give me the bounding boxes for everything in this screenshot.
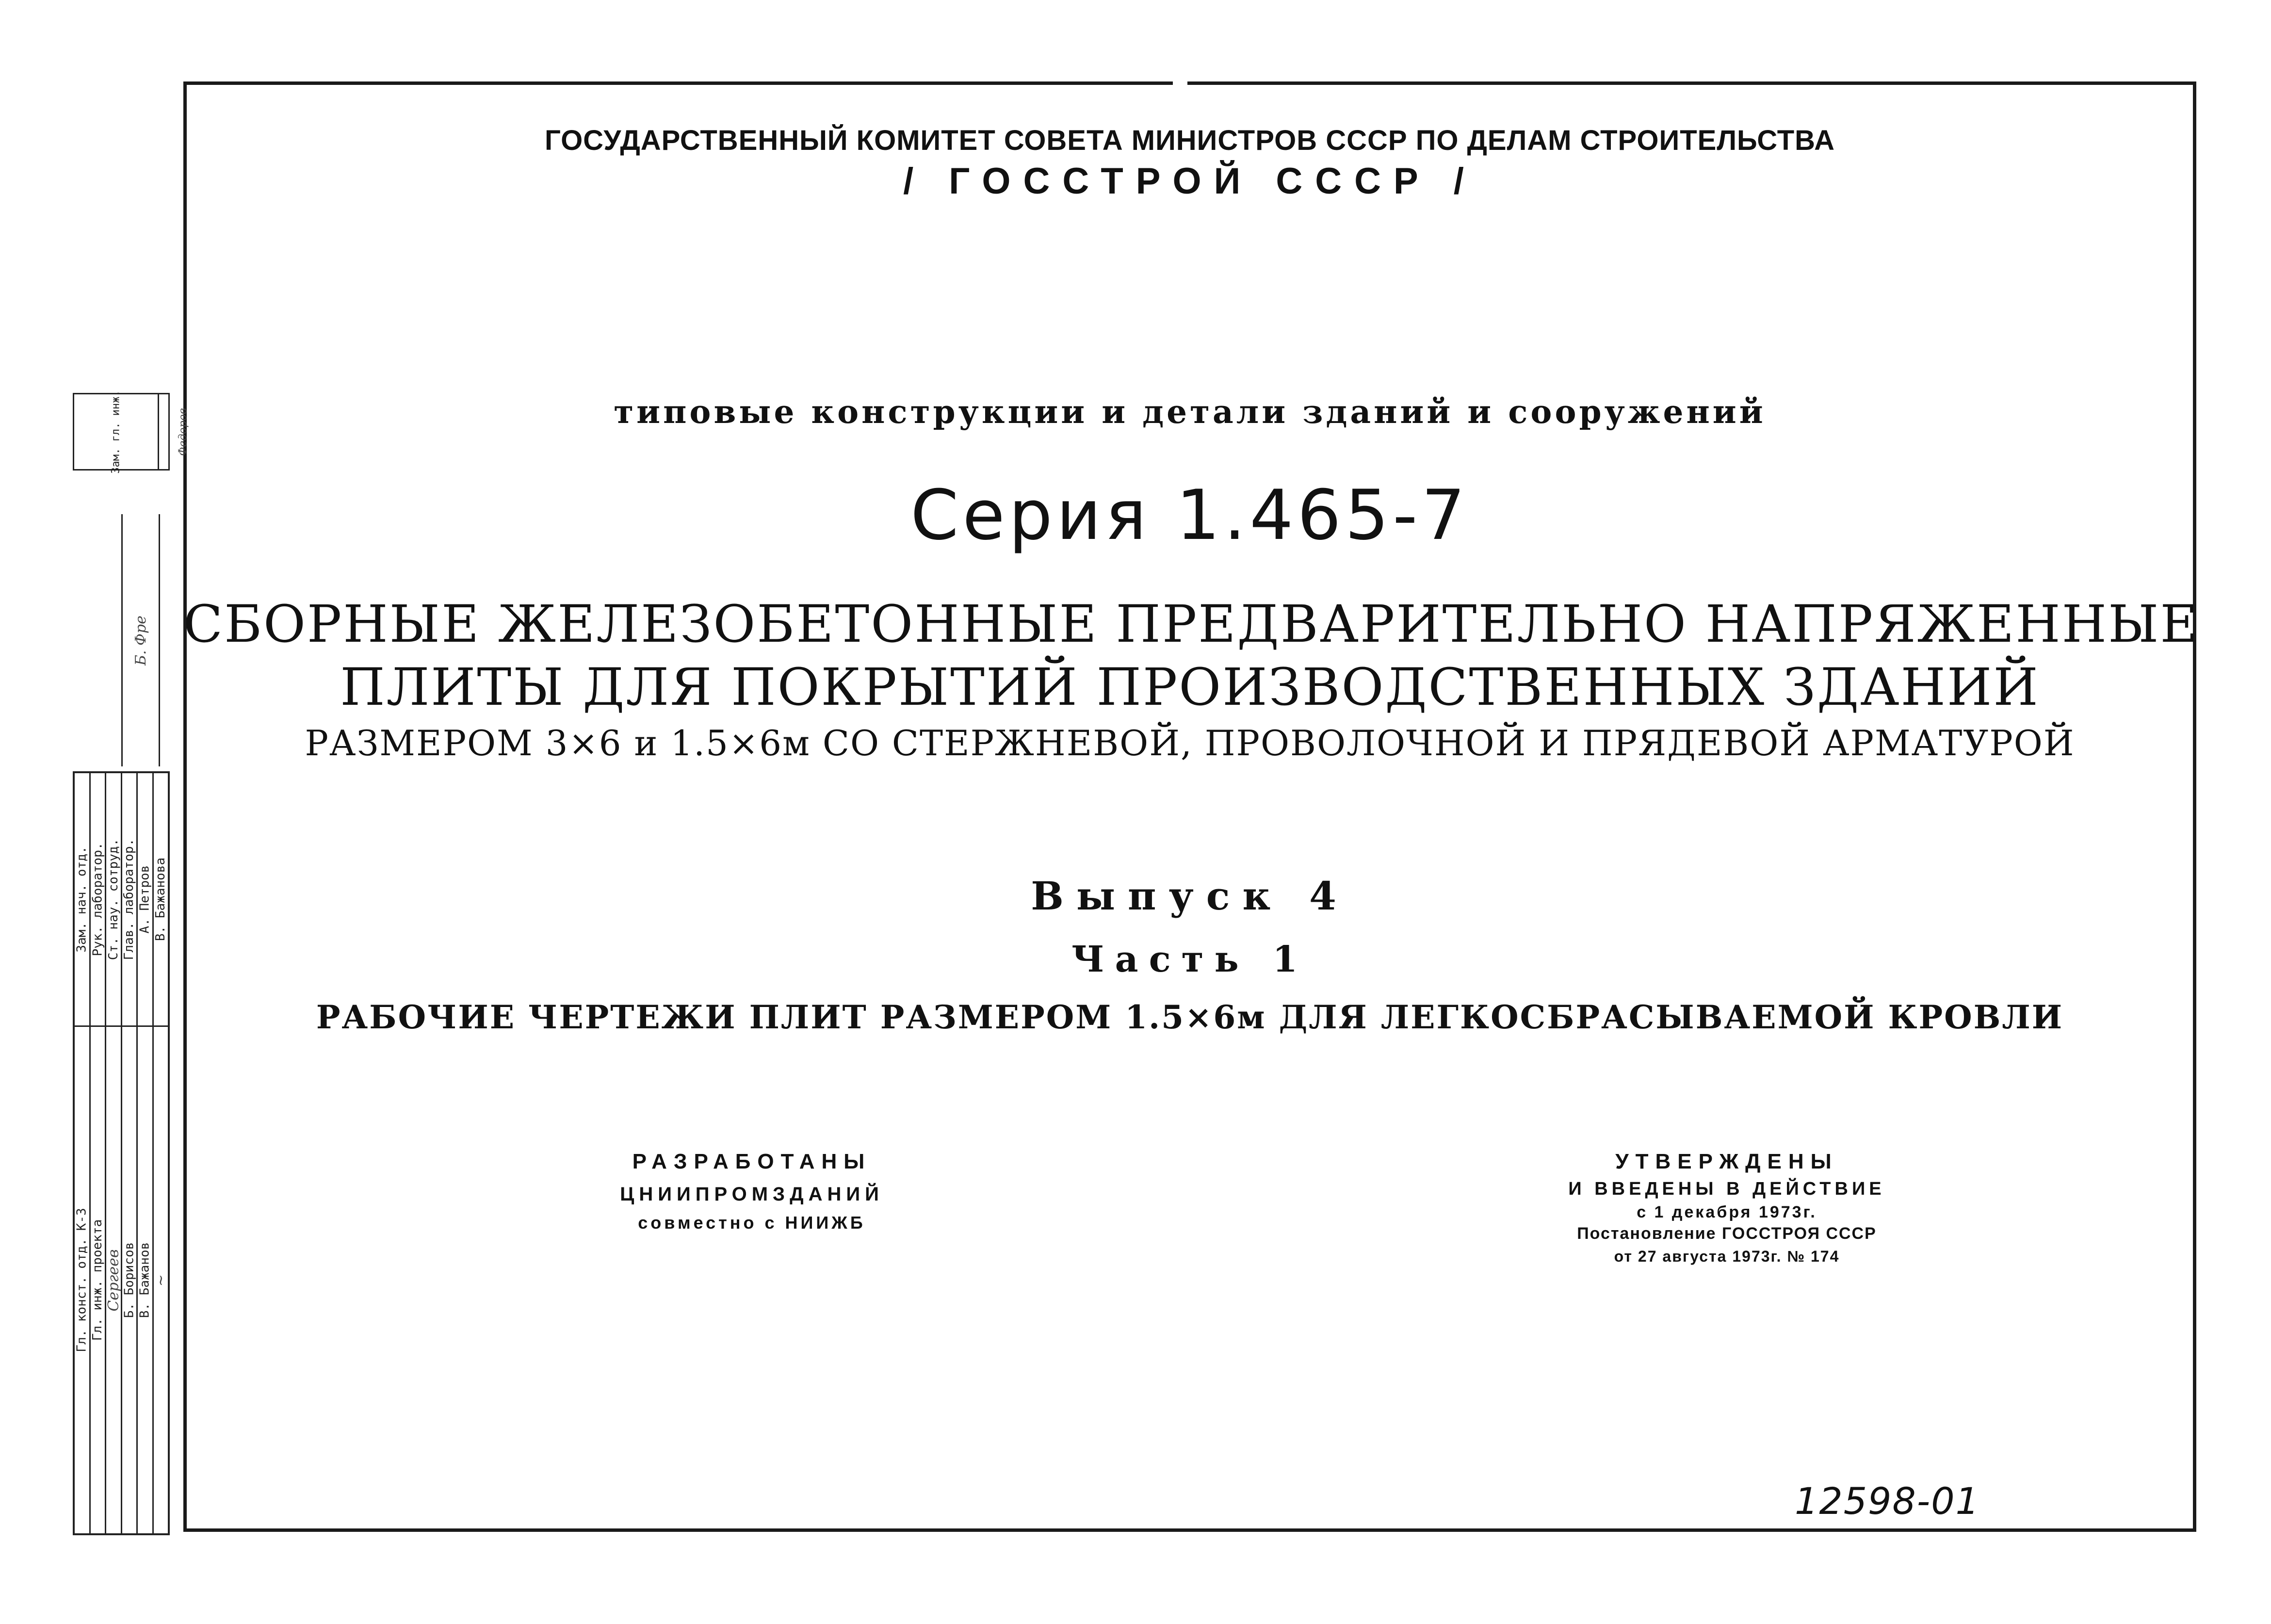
stamp-role: Зам. нач. отд. bbox=[74, 846, 89, 953]
stamp-role: Ст. нау. сотруд. bbox=[106, 838, 121, 960]
stamp-cell bbox=[138, 1025, 152, 1535]
stamp-upper-column bbox=[121, 514, 160, 766]
title-line-3: РАЗМЕРОМ 3×6 и 1.5×6м СО СТЕРЖНЕВОЙ, ПРОВОЛОЧНОЙ И ПРЯДЕВОЙ АРМАТУРОЙ bbox=[305, 723, 2075, 763]
stamp-name: Б. Борисов bbox=[122, 1242, 137, 1318]
stamp-top-signature: Федоров bbox=[177, 407, 189, 456]
approved-line-3: Постановление ГОССТРОЯ СССР bbox=[1577, 1224, 1877, 1243]
issue-number: Выпуск 4 bbox=[1031, 873, 1349, 919]
stamp-column-roles-a bbox=[75, 773, 91, 1533]
stamp-cell bbox=[91, 773, 105, 1027]
stamp-top-cell bbox=[159, 394, 207, 469]
signature-stamp bbox=[73, 771, 170, 1535]
stamp-name: В. Бажанова bbox=[153, 857, 168, 942]
stamp-cell bbox=[154, 773, 168, 1027]
developed-org: ЦНИИПРОМЗДАНИЙ bbox=[620, 1184, 884, 1205]
stamp-role: Гл. инж. проекта bbox=[90, 1219, 105, 1341]
approved-line-4: от 27 августа 1973г. № 174 bbox=[1614, 1248, 1840, 1265]
stamp-name: Сергеев bbox=[105, 1249, 122, 1312]
approved-line-2: с 1 декабря 1973г. bbox=[1637, 1203, 1817, 1221]
stamp-cell bbox=[138, 773, 152, 1027]
agency-heading: / ГОССТРОЙ СССР / bbox=[903, 161, 1476, 202]
stamp-name: В. Бажанов bbox=[137, 1242, 152, 1318]
approved-title: УТВЕРЖДЕНЫ bbox=[1615, 1150, 1838, 1173]
stamp-cell bbox=[106, 773, 121, 1027]
stamp-cell bbox=[122, 1025, 137, 1535]
stamp-role: Рук. лаборатор. bbox=[90, 842, 105, 957]
stamp-column-names-a bbox=[122, 773, 138, 1533]
stamp-cell bbox=[154, 1025, 168, 1535]
frame-notch bbox=[1173, 77, 1187, 85]
stamp-cell bbox=[122, 773, 137, 1027]
part-number: Часть 1 bbox=[1071, 939, 1308, 980]
title-line-2: ПЛИТЫ ДЛЯ ПОКРЫТИЙ ПРОИЗВОДСТВЕННЫХ ЗДАНИЙ bbox=[340, 657, 2040, 717]
stamp-cell bbox=[75, 773, 89, 1027]
category-heading: типовые конструкции и детали зданий и сооружений bbox=[614, 393, 1766, 431]
developed-title: РАЗРАБОТАНЫ bbox=[632, 1150, 872, 1173]
stamp-name: А. Петров bbox=[137, 865, 152, 934]
stamp-top-label: Зам. гл. инж. bbox=[110, 390, 122, 474]
stamp-cell bbox=[106, 1025, 121, 1535]
stamp-top-cell bbox=[74, 390, 159, 474]
committee-heading: ГОСУДАРСТВЕННЫЙ КОМИТЕТ СОВЕТА МИНИСТРОВ СССР ПО ДЕЛАМ СТРОИТЕЛЬСТВА bbox=[544, 125, 1835, 156]
approved-line-1: И ВВЕДЕНЫ В ДЕЙСТВИЕ bbox=[1568, 1179, 1885, 1199]
stamp-cell bbox=[75, 1025, 89, 1535]
stamp-cell bbox=[91, 1025, 105, 1535]
document-number: 12598-01 bbox=[1795, 1479, 1980, 1523]
stamp-signature-mark: ~ bbox=[152, 1274, 169, 1286]
developed-coauthor: совместно с НИИЖБ bbox=[638, 1213, 866, 1233]
stamp-column-names-b bbox=[138, 773, 154, 1533]
stamp-column-roles-c bbox=[106, 773, 122, 1533]
stamp-column-names-c bbox=[154, 773, 168, 1533]
stamp-role: Глав. лаборатор. bbox=[122, 838, 137, 960]
stamp-upper-signature: Б. Фре bbox=[132, 615, 149, 666]
stamp-role: Гл. конст. отд. К-3 bbox=[74, 1208, 89, 1352]
drawing-frame bbox=[183, 81, 2199, 1532]
title-line-1: СБОРНЫЕ ЖЕЛЕЗОБЕТОННЫЕ ПРЕДВАРИТЕЛЬНО НАПРЯЖЕННЫЕ bbox=[183, 594, 2199, 654]
part-subtitle: РАБОЧИЕ ЧЕРТЕЖИ ПЛИТ РАЗМЕРОМ 1.5×6м ДЛЯ ЛЕГКОСБРАСЫВАЕМОЙ КРОВЛИ bbox=[316, 998, 2064, 1036]
stamp-top-block bbox=[73, 390, 189, 474]
series-title: Серия 1.465-7 bbox=[910, 475, 1469, 555]
stamp-column-roles-b bbox=[91, 773, 107, 1533]
